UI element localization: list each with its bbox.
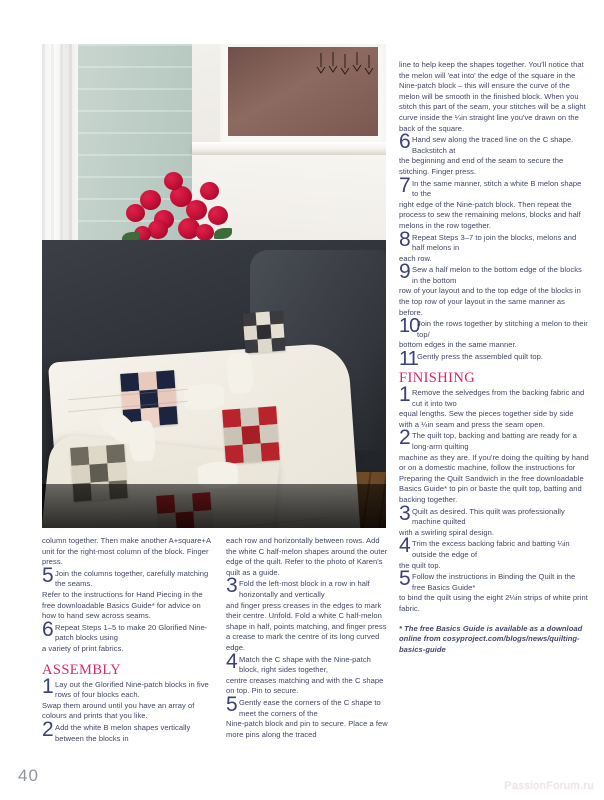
- quilt-nine-patch-dark: [243, 311, 286, 354]
- step-number: 7: [399, 173, 411, 197]
- assembly-step-9: [399, 260, 589, 318]
- step-body-text: to bind the quilt using the eight 2¼in strips of white print fabric.: [399, 593, 588, 613]
- text-column-middle: [226, 536, 392, 740]
- assembly-step-1: [42, 674, 216, 722]
- step-number: 10: [399, 315, 420, 338]
- step-body-text: centre creases matching and with the C shape on top. Pin to secure.: [226, 675, 384, 696]
- step-body-text: Nine-patch block and pin to secure. Place a few more pins along the traced: [226, 719, 388, 739]
- finishing-heading: FINISHING: [399, 370, 476, 387]
- step-body-text: right edge of the Nine-patch block. Then repeat the process to sew the remaining melons, blocks and half melons in the row together.: [399, 199, 581, 230]
- assembly-step-8: [399, 227, 589, 265]
- step-lead-text: In the same manner, stitch a white B melon shape to the: [412, 178, 582, 199]
- step-body-text: and finger press creases in the edges to mark their centre. Unfold. Fold a white C half-melon shape in half, points matching, and finger press a crease to mark the centre of its long curved edge.: [226, 600, 387, 652]
- step-number: 8: [399, 227, 411, 251]
- step-number: 3: [399, 501, 411, 525]
- text-column-left: [42, 536, 216, 744]
- assembly-step-2: [42, 717, 216, 744]
- left-continued-paragraph: column together. Then make another A+square+A unit for the right-most column of the block. Finger press.: [42, 536, 211, 567]
- step-number: 4: [399, 534, 411, 558]
- assembly-step-11: [399, 348, 589, 371]
- artwork-birds-icon: [315, 51, 377, 77]
- step-body-text: Refer to the instructions for Hand Piecing in the free downloadable Basics Guide* for advice on how to hand sew across seams.: [42, 589, 203, 621]
- step-lead-text: The quilt top, backing and batting are ready for a long-arm quilting: [412, 431, 577, 451]
- step-body-text: the beginning and end of the seam to secure the stitching. Finger press.: [399, 156, 564, 176]
- step-body-text: machine as they are. If you're doing the quilting by hand or on a domestic machine, follow the instructions for Preparing the Quilt Sandwich in the free downloadable Basics Guide* to pin or baste the quilt top, batting and backing together.: [399, 452, 589, 504]
- assembly-step-7: [399, 173, 589, 232]
- finishing-step-3: [399, 501, 589, 539]
- right-continued-paragraph: line to help keep the shapes together. You'll notice that the melon will 'eat into' the edge of the square in the Nine-patch block – this will ensure the curve of the melon will be smooth in the finished block. When you stitch this part of the seam, your stitches will be a slight curve inside the ¼in straight line you've drawn on the back of the square.: [399, 60, 586, 133]
- step-lead-text: Join the columns together, carefully matching the seams.: [55, 568, 209, 589]
- step-lead-text: Follow the instructions in Binding the Quilt in the free Basics Guide*: [412, 572, 576, 592]
- step-body-text: bottom edges in the same manner.: [399, 340, 517, 350]
- finishing-step-2: [399, 426, 589, 505]
- step-number: 2: [399, 426, 411, 450]
- finishing-step-5: [399, 567, 589, 614]
- assembly-step-10: [399, 315, 589, 351]
- assembly-step-4: [226, 649, 392, 697]
- step-lead-text: Join the rows together by stitching a melon to their top/: [417, 319, 588, 339]
- left-step-6: [42, 617, 216, 655]
- assembly-heading: ASSEMBLY: [42, 661, 122, 678]
- step-lead-text: Sew a half melon to the bottom edge of the blocks in the bottom: [412, 265, 582, 285]
- basics-guide-footnote: * The free Basics Guide is available as a download online from cosyproject.com/blogs/news/quilting-basics-guide: [399, 623, 583, 654]
- step-number: 3: [226, 574, 238, 598]
- step-number: 1: [399, 383, 411, 407]
- step-lead-text: Add the white B melon shapes vertically between the blocks in: [55, 722, 191, 743]
- step-number: 1: [42, 674, 54, 698]
- step-number: 4: [226, 649, 238, 673]
- assembly-step-3: [226, 574, 392, 653]
- step-lead-text: Lay out the Glorified Nine-patch blocks in five rows of four blocks each.: [55, 679, 209, 700]
- step-body-text: the quilt top.: [399, 560, 441, 570]
- step-lead-text: Match the C shape with the Nine-patch block, right sides together,: [239, 654, 371, 675]
- step-body-text: equal lengths. Sew the pieces together side by side with a ¼in seam and press the seam open.: [399, 409, 574, 429]
- quilt-nine-patch-red-gingham: [222, 406, 280, 464]
- middle-continued-paragraph: each row and horizontally between rows. Add the white C half-melon shapes around the outer edge of the quilt. Refer to the photo of Karen's quilt as a guide.: [226, 536, 388, 577]
- step-lead-text: Trim the excess backing fabric and batting ¼in outside the edge of: [412, 539, 570, 559]
- step-lead-text: Gently ease the corners of the C shape to meet the corners of the: [239, 697, 381, 718]
- step-body-text: each row.: [399, 253, 432, 263]
- step-number: 2: [42, 717, 54, 741]
- step-lead-text: Hand sew along the traced line on the C shape. Backstitch at: [412, 135, 574, 155]
- photo-bottom-shadow: [42, 484, 386, 528]
- step-lead-text: Remove the selvedges from the backing fabric and cut it into two: [412, 388, 585, 408]
- assembly-step-6: [399, 130, 589, 177]
- step-number: 5: [42, 563, 54, 587]
- step-body-text: a variety of print fabrics.: [42, 643, 124, 653]
- step-lead-text: Repeat Steps 1–5 to make 20 Glorified Nine-patch blocks using: [55, 622, 208, 643]
- step-number: 9: [399, 260, 411, 284]
- step-number: 6: [42, 617, 54, 641]
- assembly-step-5: [226, 692, 392, 740]
- step-number: 11: [399, 348, 418, 371]
- site-watermark: PassionForum.ru: [504, 780, 594, 792]
- step-number: 6: [399, 130, 411, 154]
- step-number: 5: [226, 692, 238, 716]
- left-step-5: [42, 563, 216, 622]
- photo-quilt: [48, 194, 386, 528]
- text-column-right: [399, 60, 589, 655]
- finishing-step-1: [399, 383, 589, 430]
- quilt-room-photograph: [42, 44, 386, 528]
- page-number: 40: [18, 766, 39, 785]
- photo-framed-artwork: [220, 44, 386, 144]
- step-lead-text: Gently press the assembled quilt top.: [417, 352, 544, 362]
- step-body-text: with a swirling spiral design.: [399, 527, 495, 537]
- step-number: 5: [399, 567, 411, 591]
- step-body-text: row of your layout and to the top edge of the blocks in the top row of your layout in the same manner as before.: [399, 286, 581, 317]
- finishing-step-4: [399, 534, 589, 571]
- photo-wall-ledge: [192, 142, 386, 155]
- step-lead-text: Fold the left-most block in a row in half horizontally and vertically: [239, 579, 370, 599]
- step-lead-text: Quilt as desired. This quilt was professionally machine quilted: [412, 506, 565, 527]
- step-body-text: Swap them around until you have an array of colours and prints that you like.: [42, 700, 195, 721]
- step-lead-text: Repeat Steps 3–7 to join the blocks, melons and half melons in: [412, 232, 577, 253]
